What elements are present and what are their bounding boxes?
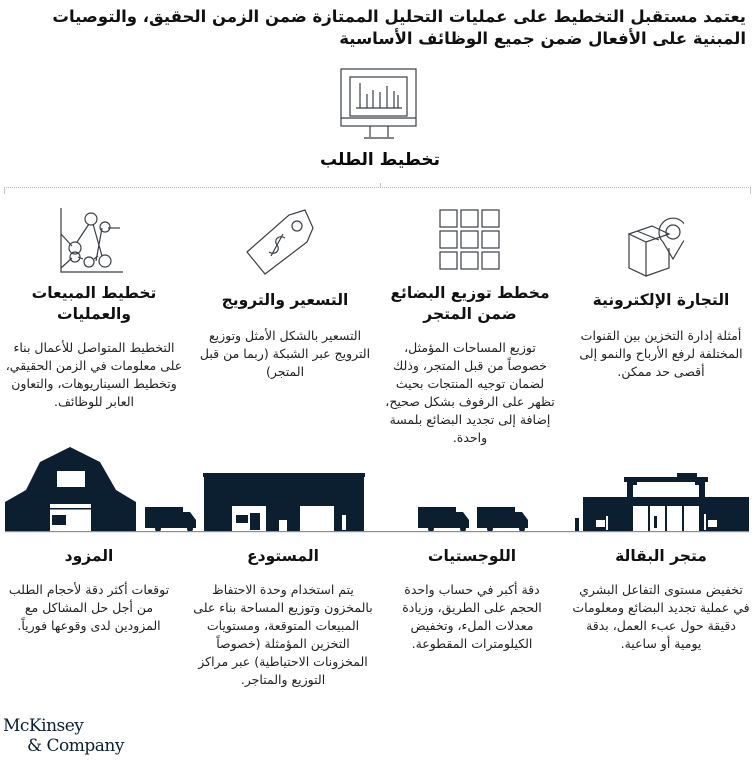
truck — [145, 507, 183, 528]
connector-bracket — [4, 187, 751, 194]
function-body: التخطيط المتواصل للأعمال بناء على معلومات في الزمن الحقيقي، وتخطيط السيناريوهات، والتعاون العابر للوظائف. — [5, 340, 183, 409]
function-sop — [4, 283, 184, 411]
function-ecommerce — [572, 290, 750, 381]
chain-title: المزود — [64, 547, 114, 565]
function-title: التجارة الإلكترونية — [592, 291, 730, 309]
chain-title: المستودع — [247, 547, 319, 565]
chain-logistics — [388, 546, 556, 653]
chain-title: اللوجستيات — [427, 547, 517, 565]
function-body: أمثلة إدارة التخزين بين القنوات المختلفة لرفع الأرباح والنمو إلى أقصى حد ممكن. — [579, 328, 743, 379]
truck — [418, 507, 456, 528]
price-tag-icon — [245, 208, 317, 276]
truck — [477, 507, 515, 528]
logo-line-1: McKinsey — [3, 716, 84, 736]
grid-icon — [438, 208, 502, 272]
chain-body: تخفيض مستوى التفاعل البشري في عملية تجديد البضائع ومعلومات دقيقة حول عبء العمل، بدقة يومية أو ساعية. — [572, 582, 750, 651]
mckinsey-logo — [3, 716, 124, 756]
chain-title: متجر البقالة — [615, 547, 707, 565]
supply-chain-illustration — [0, 440, 754, 535]
logo-line-2: & Company — [27, 736, 124, 756]
function-pricing — [196, 290, 374, 381]
function-title: مخطط توزيع البضائع ضمن المتجر — [390, 284, 550, 323]
chain-warehouse — [190, 546, 376, 689]
function-title: تخطيط المبيعات والعمليات — [31, 284, 157, 323]
chain-body: توقعات أكثر دقة لأحجام الطلب من أجل حل المشاكل مع المزودين لدى وقوعها فورياً. — [8, 582, 170, 633]
network-chart-icon — [58, 206, 128, 276]
monitor-chart-icon — [340, 67, 418, 143]
ground-line — [5, 531, 749, 532]
chain-grocery-store — [572, 546, 750, 653]
function-body: التسعير بالشكل الأمثل وتوزيع الترويج عبر الشبكة (ربما من قبل المتجر) — [199, 328, 371, 379]
chain-supplier — [4, 546, 174, 635]
demand-planning-label: تخطيط الطلب — [320, 150, 440, 170]
chain-body: دقة أكبر في حساب واحدة الحجم على الطريق، وزيادة معدلات الملء، وتخفيض الكيلومترات المقطوعة. — [402, 582, 542, 651]
package-location-icon — [622, 208, 684, 278]
chain-body: يتم استخدام وحدة الاحتفاظ بالمخزون وتوزيع المساحة بناء على المبيعات المتوقعة، ومستويات التخزين المؤمثلة (خصوصاً المخزونات الاحتياطية) عبر مراكز التوزيع والمتاجر. — [193, 582, 373, 687]
function-planogram — [384, 283, 556, 447]
page-title: يعتمد مستقبل التخطيط على عمليات التحليل الممتازة ضمن الزمن الحقيق، والتوصيات المبنية على الأفعال ضمن جميع الوظائف الأساسية — [52, 7, 746, 48]
function-body: توزيع المساحات المؤمثل، خصوصاً من قبل المتجر، وذلك لضمان توجيه المنتجات بحيث تظهر على الرفوف بشكل صحيح، إضافة إلى تجديد البضائع بلمسة واحدة. — [385, 340, 555, 445]
function-title: التسعير والترويج — [221, 291, 349, 309]
